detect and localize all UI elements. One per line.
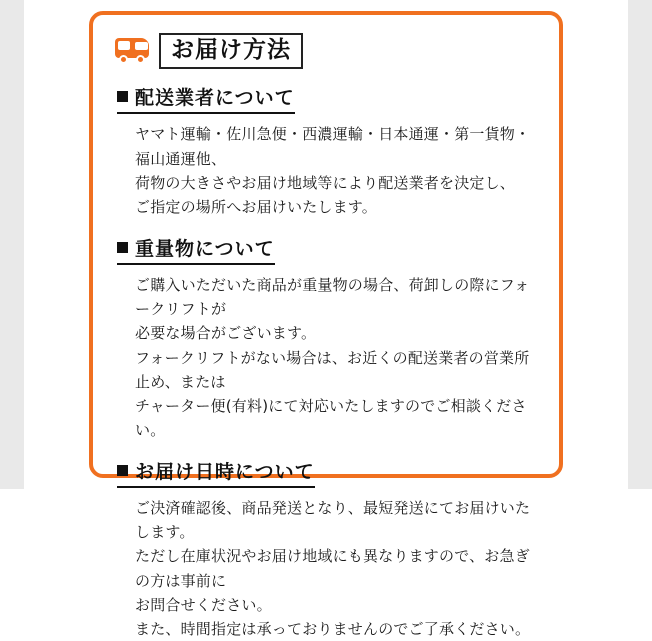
page-title: お届け方法 [159,33,303,69]
delivery-truck-icon [115,36,149,66]
section-carrier [113,83,539,219]
text-line: 必要な場合がございます。 [135,324,317,343]
panel-title-row [115,33,539,69]
bullet-square-icon [117,91,128,102]
section-carrier-heading-label: 配送業者について [135,87,295,110]
text-line: フォークリフトがない場合は、お近くの配送業者の営業所止め、または [135,348,530,391]
right-letterbox-bar [628,0,652,489]
text-line: ご指定の場所へお届けいたします。 [135,198,378,217]
text-line: チャーター便(有料)にて対応いたしますのでご相談ください。 [135,397,527,440]
text-line: お問合せください。 [135,595,272,614]
text-line: ご決済確認後、商品発送となり、最短発送にてお届けいたします。 [135,498,531,541]
bullet-square-icon [117,242,128,253]
text-line: ヤマト運輸・佐川急便・西濃運輸・日本通運・第一貨物・福山通運他、 [135,125,531,168]
bullet-square-icon [117,465,128,476]
section-heavy-goods [113,234,539,443]
section-delivery-date-body [135,496,539,641]
section-heavy-goods-heading [117,234,275,265]
section-delivery-date-heading [117,457,315,488]
left-letterbox-bar [0,0,24,489]
text-line: また、時間指定は承っておりませんのでご了承ください。 [135,620,531,639]
text-line: ご購入いただいた商品が重量物の場合、荷卸しの際にフォークリフトが [135,275,530,318]
section-delivery-date-heading-label: お届け日時について [135,460,315,483]
delivery-info-panel [89,11,563,639]
section-carrier-heading [117,83,295,114]
section-heavy-goods-heading-label: 重量物について [135,237,275,260]
section-carrier-body [135,122,539,219]
section-delivery-date [113,457,539,641]
text-line: ただし在庫状況やお届け地域にも異なりますので、お急ぎの方は事前に [135,547,530,590]
text-line: 荷物の大きさやお届け地域等により配送業者を決定し、 [135,174,516,193]
section-heavy-goods-body [135,273,539,443]
